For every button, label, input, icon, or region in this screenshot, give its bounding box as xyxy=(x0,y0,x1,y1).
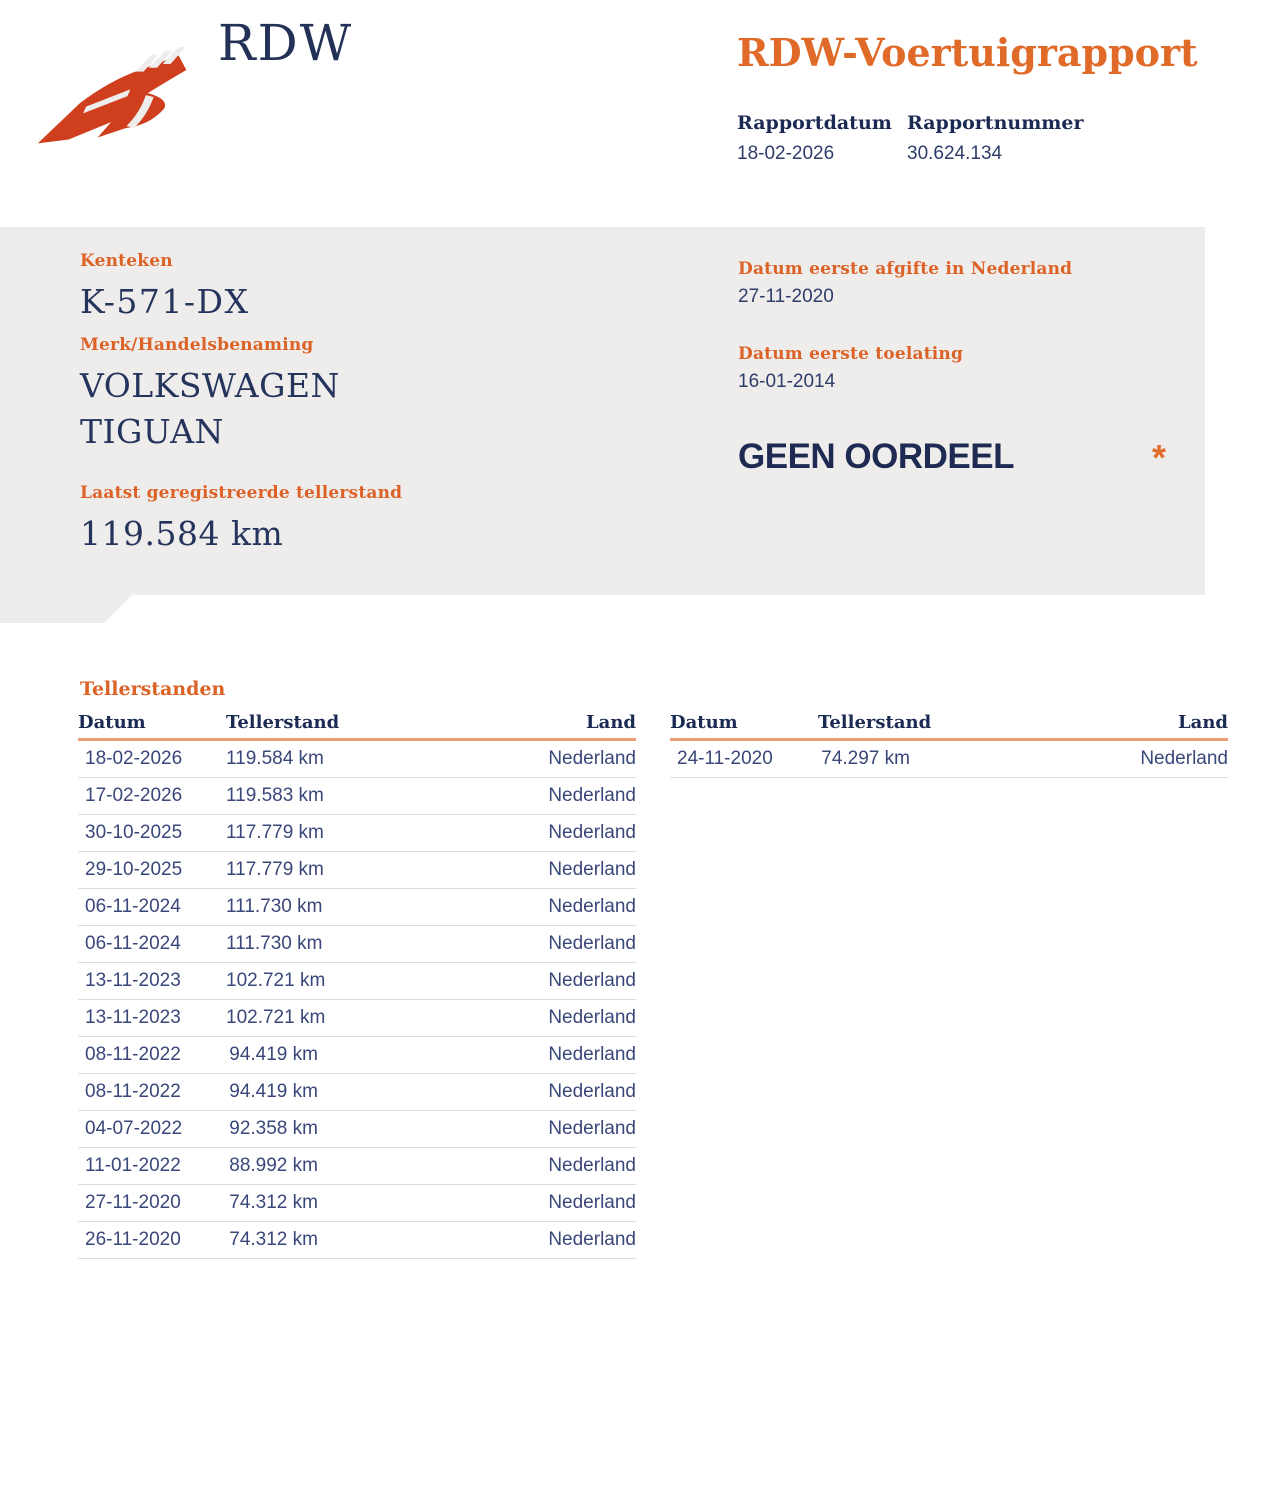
date-cell: 30-10-2025 xyxy=(85,822,183,843)
date-cell: 06-11-2024 xyxy=(85,933,181,954)
toelating-label: Datum eerste toelating xyxy=(738,344,964,364)
odometer-cell: 74.312 km xyxy=(229,1192,318,1213)
odometer-cell: 119.583 km xyxy=(226,785,324,806)
odometer-cell: 92.358 km xyxy=(229,1118,318,1139)
col-header-land: Land xyxy=(1178,712,1228,733)
table-row xyxy=(78,926,636,963)
table-row xyxy=(78,1148,636,1185)
odometer-cell: 74.312 km xyxy=(229,1229,318,1250)
date-cell: 24-11-2020 xyxy=(677,748,773,769)
table-header-row xyxy=(670,712,1228,741)
table-row xyxy=(78,1074,636,1111)
odometer-cell: 111.730 km xyxy=(226,933,323,954)
country-cell: Nederland xyxy=(548,1192,636,1213)
tellerstand-value: 119.584 km xyxy=(80,514,284,553)
date-cell: 13-11-2023 xyxy=(85,970,181,991)
odometer-cell: 119.584 km xyxy=(226,748,324,769)
table-row xyxy=(78,852,636,889)
table-row xyxy=(78,1185,636,1222)
odometer-cell: 102.721 km xyxy=(226,1007,326,1028)
tellerstanden-tables xyxy=(78,712,1228,1259)
report-number-value: 30.624.134 xyxy=(907,143,1003,164)
col-header-tellerstand: Tellerstand xyxy=(226,712,340,733)
country-cell: Nederland xyxy=(548,1007,636,1028)
odometer-cell: 94.419 km xyxy=(229,1044,318,1065)
vehicle-summary-panel xyxy=(0,227,1205,595)
merk-label: Merk/Handelsbenaming xyxy=(80,335,314,355)
vehicle-summary-left xyxy=(80,251,402,557)
report-meta xyxy=(737,112,1084,165)
tellerstand-label: Laatst geregistreerde tellerstand xyxy=(80,483,403,503)
toelating-value: 16-01-2014 xyxy=(738,371,836,392)
table-row xyxy=(78,1222,636,1259)
odometer-cell: 88.992 km xyxy=(229,1155,318,1176)
page-title: RDW-Voertuigrapport xyxy=(737,30,1198,75)
odometer-cell: 111.730 km xyxy=(226,896,323,917)
table-row xyxy=(78,1000,636,1037)
verdict-text: GEEN OORDEEL xyxy=(738,437,1014,476)
country-cell: Nederland xyxy=(548,933,636,954)
country-cell: Nederland xyxy=(548,970,636,991)
tellerstanden-section-title: Tellerstanden xyxy=(80,678,226,700)
date-cell: 04-07-2022 xyxy=(85,1118,183,1139)
date-cell: 26-11-2020 xyxy=(85,1229,181,1250)
kenteken-label: Kenteken xyxy=(80,251,173,271)
date-cell: 08-11-2022 xyxy=(85,1044,181,1065)
col-header-land: Land xyxy=(586,712,636,733)
col-header-tellerstand: Tellerstand xyxy=(818,712,932,733)
date-cell: 17-02-2026 xyxy=(85,785,183,806)
table-row xyxy=(78,815,636,852)
vehicle-summary-right xyxy=(738,259,1072,477)
odometer-cell: 117.779 km xyxy=(226,859,324,880)
date-cell: 08-11-2022 xyxy=(85,1081,181,1102)
afgifte-label: Datum eerste afgifte in Nederland xyxy=(738,259,1073,279)
table-body xyxy=(670,741,1228,778)
report-date-label: Rapportdatum xyxy=(737,112,892,134)
table-row xyxy=(670,741,1228,778)
report-date-block xyxy=(737,112,907,165)
kenteken-value: K-571-DX xyxy=(80,282,250,321)
odometer-table-left xyxy=(78,712,636,1259)
table-row xyxy=(78,889,636,926)
col-header-datum: Datum xyxy=(78,712,146,733)
table-header-row xyxy=(78,712,636,741)
date-cell: 27-11-2020 xyxy=(85,1192,181,1213)
country-cell: Nederland xyxy=(548,1081,636,1102)
date-cell: 18-02-2026 xyxy=(85,748,183,769)
country-cell: Nederland xyxy=(548,1229,636,1250)
report-number-block xyxy=(907,112,1084,165)
date-cell: 29-10-2025 xyxy=(85,859,183,880)
table-row xyxy=(78,1111,636,1148)
rdw-logo-text: RDW xyxy=(218,14,354,72)
country-cell: Nederland xyxy=(548,1118,636,1139)
footnote-asterisk: * xyxy=(1152,437,1167,478)
report-number-label: Rapportnummer xyxy=(907,112,1084,134)
country-cell: Nederland xyxy=(548,785,636,806)
odometer-cell: 94.419 km xyxy=(229,1081,318,1102)
odometer-cell: 74.297 km xyxy=(821,748,910,769)
country-cell: Nederland xyxy=(548,822,636,843)
merk-value-line1: VOLKSWAGEN xyxy=(80,366,340,405)
country-cell: Nederland xyxy=(548,859,636,880)
rdw-logo-icon xyxy=(32,44,196,152)
table-row xyxy=(78,741,636,778)
date-cell: 06-11-2024 xyxy=(85,896,181,917)
merk-value-line2: TIGUAN xyxy=(80,412,224,451)
report-date-value: 18-02-2026 xyxy=(737,143,835,164)
country-cell: Nederland xyxy=(548,896,636,917)
odometer-cell: 102.721 km xyxy=(226,970,326,991)
date-cell: 11-01-2022 xyxy=(85,1155,181,1176)
date-cell: 13-11-2023 xyxy=(85,1007,181,1028)
table-row xyxy=(78,1037,636,1074)
country-cell: Nederland xyxy=(548,1155,636,1176)
afgifte-value: 27-11-2020 xyxy=(738,286,834,307)
table-body xyxy=(78,741,636,1259)
odometer-cell: 117.779 km xyxy=(226,822,324,843)
col-header-datum: Datum xyxy=(670,712,738,733)
table-row xyxy=(78,963,636,1000)
country-cell: Nederland xyxy=(548,1044,636,1065)
country-cell: Nederland xyxy=(548,748,636,769)
table-row xyxy=(78,778,636,815)
odometer-table-right xyxy=(670,712,1228,1259)
country-cell: Nederland xyxy=(1140,748,1228,769)
